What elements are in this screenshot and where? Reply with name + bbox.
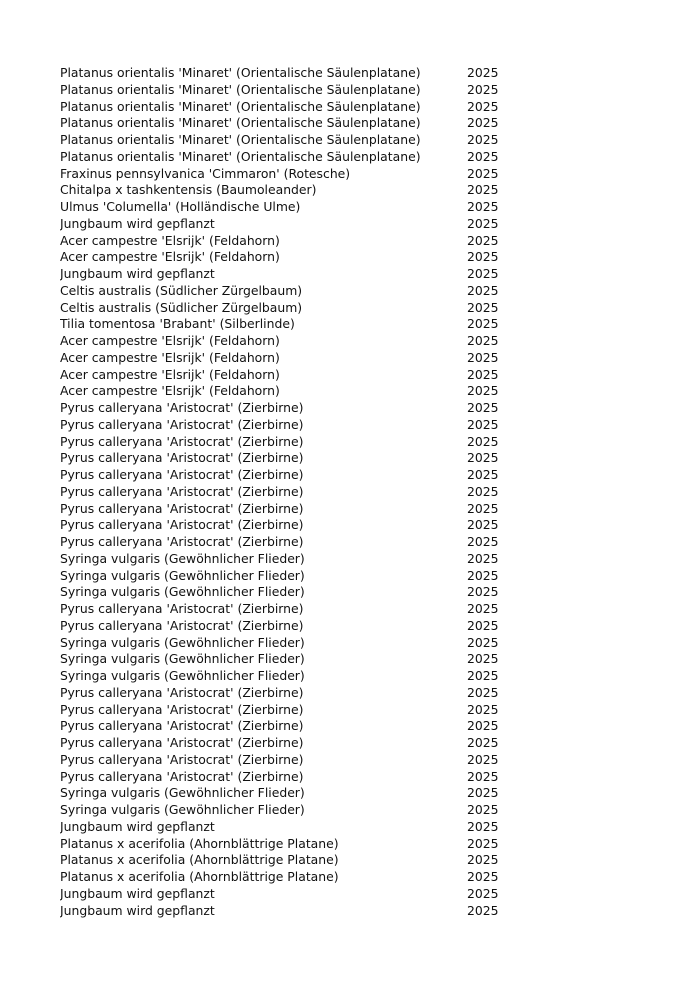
list-item xyxy=(60,802,520,819)
planting-year: 2025 xyxy=(467,65,499,80)
planting-year: 2025 xyxy=(467,450,499,466)
list-item xyxy=(60,769,520,786)
list-item xyxy=(60,233,520,250)
tree-name: Pyrus calleryana 'Aristocrat' (Zierbirne) xyxy=(60,517,304,533)
tree-name: Fraxinus pennsylvanica 'Cimmaron' (Rotesche) xyxy=(60,165,351,181)
planting-year: 2025 xyxy=(467,601,499,616)
tree-name: Acer campestre 'Elsrijk' (Feldahorn) xyxy=(60,349,280,365)
planting-year: 2025 xyxy=(467,383,499,399)
list-item xyxy=(60,484,520,501)
planting-year: 2025 xyxy=(467,802,499,817)
list-item xyxy=(60,685,520,702)
planting-year: 2025 xyxy=(467,299,499,315)
planting-year: 2025 xyxy=(467,818,499,834)
planting-year: 2025 xyxy=(467,869,499,884)
tree-name: Acer campestre 'Elsrijk' (Feldahorn) xyxy=(60,249,280,265)
tree-name: Syringa vulgaris (Gewöhnlicher Flieder) xyxy=(60,584,305,600)
list-item xyxy=(60,249,520,266)
list-item xyxy=(60,434,520,451)
list-item xyxy=(60,869,520,886)
list-item xyxy=(60,300,520,317)
planting-year: 2025 xyxy=(467,416,499,432)
tree-name: Platanus orientalis 'Minaret' (Orientalische Säulenplatane) xyxy=(60,115,421,131)
planting-year: 2025 xyxy=(467,534,499,549)
list-item xyxy=(60,785,520,802)
list-item xyxy=(60,283,520,300)
planting-year: 2025 xyxy=(467,333,499,348)
list-item xyxy=(60,517,520,534)
tree-name: Pyrus calleryana 'Aristocrat' (Zierbirne) xyxy=(60,701,304,717)
planting-year: 2025 xyxy=(467,199,499,214)
tree-name: Celtis australis (Südlicher Zürgelbaum) xyxy=(60,282,303,298)
planting-year: 2025 xyxy=(467,902,499,918)
tree-name: Celtis australis (Südlicher Zürgelbaum) xyxy=(60,299,303,315)
tree-name: Jungbaum wird gepflanzt xyxy=(60,818,215,834)
planting-year: 2025 xyxy=(467,349,499,365)
list-item xyxy=(60,65,520,82)
tree-name: Jungbaum wird gepflanzt xyxy=(60,266,215,281)
list-item xyxy=(60,149,520,166)
list-item xyxy=(60,635,520,652)
list-item xyxy=(60,400,520,417)
tree-name: Platanus orientalis 'Minaret' (Orientalische Säulenplatane) xyxy=(60,148,421,164)
tree-name: Syringa vulgaris (Gewöhnlicher Flieder) xyxy=(60,651,305,667)
planting-year: 2025 xyxy=(467,433,499,449)
list-item xyxy=(60,132,520,149)
tree-name: Pyrus calleryana 'Aristocrat' (Zierbirne) xyxy=(60,751,304,767)
planting-year: 2025 xyxy=(467,684,499,700)
tree-name: Chitalpa x tashkentensis (Baumoleander) xyxy=(60,182,317,198)
planting-year: 2025 xyxy=(467,651,499,667)
planting-year: 2025 xyxy=(467,885,499,901)
tree-name: Platanus x acerifolia (Ahornblättrige Platane) xyxy=(60,835,339,851)
list-item xyxy=(60,568,520,585)
tree-name: Acer campestre 'Elsrijk' (Feldahorn) xyxy=(60,232,280,248)
planting-year: 2025 xyxy=(467,165,499,181)
tree-name: Pyrus calleryana 'Aristocrat' (Zierbirne) xyxy=(60,768,304,784)
planting-year: 2025 xyxy=(467,835,499,851)
tree-name: Jungbaum wird gepflanzt xyxy=(60,215,215,231)
tree-name: Platanus orientalis 'Minaret' (Orientalische Säulenplatane) xyxy=(60,132,421,147)
tree-name: Jungbaum wird gepflanzt xyxy=(60,885,215,901)
tree-name: Pyrus calleryana 'Aristocrat' (Zierbirne) xyxy=(60,416,304,432)
planting-year: 2025 xyxy=(467,366,499,382)
planting-year: 2025 xyxy=(467,701,499,717)
tree-name: Pyrus calleryana 'Aristocrat' (Zierbirne) xyxy=(60,467,304,482)
list-item xyxy=(60,99,520,116)
tree-name: Pyrus calleryana 'Aristocrat' (Zierbirne) xyxy=(60,433,304,449)
list-item xyxy=(60,852,520,869)
list-item xyxy=(60,417,520,434)
tree-name: Pyrus calleryana 'Aristocrat' (Zierbirne) xyxy=(60,500,304,516)
tree-name: Platanus orientalis 'Minaret' (Orientalische Säulenplatane) xyxy=(60,98,421,114)
tree-name: Jungbaum wird gepflanzt xyxy=(60,902,215,918)
list-item xyxy=(60,584,520,601)
tree-name: Platanus x acerifolia (Ahornblättrige Platane) xyxy=(60,869,339,884)
list-item xyxy=(60,551,520,568)
planting-year: 2025 xyxy=(467,115,499,131)
planting-year: 2025 xyxy=(467,517,499,533)
tree-name: Pyrus calleryana 'Aristocrat' (Zierbirne) xyxy=(60,718,304,734)
list-item xyxy=(60,350,520,367)
planting-year: 2025 xyxy=(467,182,499,198)
tree-name: Syringa vulgaris (Gewöhnlicher Flieder) xyxy=(60,567,305,583)
tree-name: Platanus orientalis 'Minaret' (Orientalische Säulenplatane) xyxy=(60,65,421,80)
list-item xyxy=(60,82,520,99)
planting-year: 2025 xyxy=(467,81,499,97)
planting-year: 2025 xyxy=(467,735,499,750)
list-item xyxy=(60,886,520,903)
list-item xyxy=(60,467,520,484)
tree-planting-list xyxy=(60,65,520,919)
list-item xyxy=(60,367,520,384)
tree-name: Platanus x acerifolia (Ahornblättrige Platane) xyxy=(60,852,339,868)
list-item xyxy=(60,903,520,920)
planting-year: 2025 xyxy=(467,215,499,231)
planting-year: 2025 xyxy=(467,500,499,516)
planting-year: 2025 xyxy=(467,282,499,298)
planting-year: 2025 xyxy=(467,852,499,868)
planting-year: 2025 xyxy=(467,768,499,784)
tree-name: Syringa vulgaris (Gewöhnlicher Flieder) xyxy=(60,550,305,566)
tree-name: Pyrus calleryana 'Aristocrat' (Zierbirne) xyxy=(60,483,304,499)
list-item xyxy=(60,216,520,233)
list-item xyxy=(60,316,520,333)
list-item xyxy=(60,534,520,551)
list-item xyxy=(60,450,520,467)
list-item xyxy=(60,115,520,132)
planting-year: 2025 xyxy=(467,467,499,482)
planting-year: 2025 xyxy=(467,718,499,734)
tree-name: Syringa vulgaris (Gewöhnlicher Flieder) xyxy=(60,802,305,817)
planting-year: 2025 xyxy=(467,232,499,248)
planting-year: 2025 xyxy=(467,249,499,265)
tree-name: Acer campestre 'Elsrijk' (Feldahorn) xyxy=(60,383,280,399)
tree-name: Platanus orientalis 'Minaret' (Orientalische Säulenplatane) xyxy=(60,81,421,97)
list-item xyxy=(60,819,520,836)
list-item xyxy=(60,182,520,199)
planting-year: 2025 xyxy=(467,751,499,767)
tree-name: Pyrus calleryana 'Aristocrat' (Zierbirne) xyxy=(60,450,304,466)
list-item xyxy=(60,752,520,769)
tree-name: Syringa vulgaris (Gewöhnlicher Flieder) xyxy=(60,634,305,650)
tree-name: Tilia tomentosa 'Brabant' (Silberlinde) xyxy=(60,316,295,332)
list-item xyxy=(60,668,520,685)
list-item xyxy=(60,735,520,752)
list-item xyxy=(60,166,520,183)
planting-year: 2025 xyxy=(467,483,499,499)
tree-name: Acer campestre 'Elsrijk' (Feldahorn) xyxy=(60,366,280,382)
planting-year: 2025 xyxy=(467,400,499,415)
list-item xyxy=(60,333,520,350)
tree-name: Acer campestre 'Elsrijk' (Feldahorn) xyxy=(60,333,280,348)
planting-year: 2025 xyxy=(467,316,499,332)
list-item xyxy=(60,601,520,618)
list-item xyxy=(60,383,520,400)
tree-name: Syringa vulgaris (Gewöhnlicher Flieder) xyxy=(60,668,305,683)
tree-name: Pyrus calleryana 'Aristocrat' (Zierbirne) xyxy=(60,534,304,549)
tree-name: Pyrus calleryana 'Aristocrat' (Zierbirne) xyxy=(60,735,304,750)
tree-name: Pyrus calleryana 'Aristocrat' (Zierbirne) xyxy=(60,601,304,616)
planting-year: 2025 xyxy=(467,617,499,633)
planting-year: 2025 xyxy=(467,634,499,650)
list-item xyxy=(60,702,520,719)
list-item xyxy=(60,651,520,668)
planting-year: 2025 xyxy=(467,668,499,683)
planting-year: 2025 xyxy=(467,550,499,566)
planting-year: 2025 xyxy=(467,567,499,583)
planting-year: 2025 xyxy=(467,584,499,600)
tree-name: Pyrus calleryana 'Aristocrat' (Zierbirne) xyxy=(60,400,304,415)
planting-year: 2025 xyxy=(467,132,499,147)
planting-year: 2025 xyxy=(467,785,499,801)
tree-name: Syringa vulgaris (Gewöhnlicher Flieder) xyxy=(60,785,305,801)
tree-name: Pyrus calleryana 'Aristocrat' (Zierbirne) xyxy=(60,684,304,700)
planting-year: 2025 xyxy=(467,98,499,114)
list-item xyxy=(60,718,520,735)
list-item xyxy=(60,199,520,216)
list-item xyxy=(60,836,520,853)
list-item xyxy=(60,618,520,635)
list-item xyxy=(60,501,520,518)
list-item xyxy=(60,266,520,283)
planting-year: 2025 xyxy=(467,266,499,281)
tree-name: Pyrus calleryana 'Aristocrat' (Zierbirne) xyxy=(60,617,304,633)
planting-year: 2025 xyxy=(467,148,499,164)
tree-name: Ulmus 'Columella' (Holländische Ulme) xyxy=(60,199,301,214)
